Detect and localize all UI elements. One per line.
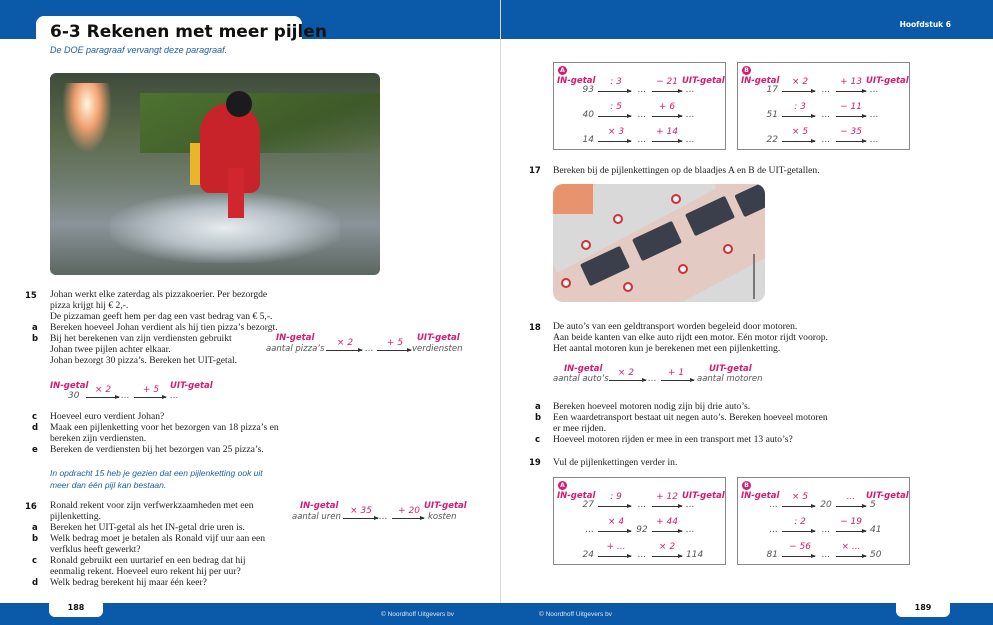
question-number-16: 16: [25, 502, 37, 512]
q16-chain-op1: × 35: [350, 506, 372, 516]
q18-b-line-2: er mee rijden.: [553, 423, 607, 434]
q16-letter-a: a: [32, 523, 38, 533]
q18-b-line-1: Een waardetransport bestaat uit negen auto’s. Bereken hoeveel motoren: [553, 412, 828, 423]
panel-out-label: UIT-getal: [682, 491, 725, 501]
copyright-right: © Noordhoff Uitgevers bv: [539, 611, 612, 618]
chain-op2: + 12: [656, 492, 678, 502]
q18-chain-op1: × 2: [617, 368, 635, 378]
chain-out-value: ...: [686, 135, 695, 145]
chain-op1: : 9: [610, 492, 622, 502]
illus-motorbike: [678, 264, 688, 274]
illus-motorbike: [623, 282, 633, 292]
q16-chain-op2: + 20: [398, 506, 420, 516]
q16-intro-2: pijlenketting.: [50, 511, 101, 522]
q18-letter-a: a: [535, 402, 541, 412]
arrow: [652, 506, 682, 507]
arrow: [782, 531, 815, 532]
q16-chain-mid: ...: [379, 512, 388, 522]
chain-out-value: ...: [686, 85, 695, 95]
chain-in-value: 81: [766, 550, 778, 560]
chain-op1: : 2: [794, 517, 806, 527]
info-note-line-2: meer dan één pijl kan bestaan.: [50, 480, 167, 490]
chain-op2: × 2: [658, 542, 676, 552]
footer-bar: [0, 603, 993, 625]
q15-chain1-out: verdiensten: [412, 344, 463, 354]
q18-c-text: Hoeveel motoren rijden er mee in een transport met 13 auto’s?: [553, 434, 793, 445]
arrow: [609, 380, 646, 381]
arrow: [782, 506, 815, 507]
chain-op2: − 35: [840, 127, 862, 137]
exercise-panel-a: [553, 477, 726, 565]
q18-chain-out-label: UIT-getal: [709, 364, 752, 374]
arrow: [134, 397, 166, 398]
chain-op1: × 5: [791, 127, 809, 137]
q18-chain-in-label: IN-getal: [564, 364, 603, 374]
q15-chain2-in-label: IN-getal: [50, 381, 89, 391]
chain-op1: × 5: [791, 492, 809, 502]
q15-b-line-2: Johan twee pijlen achter elkaar.: [50, 344, 171, 355]
q16-a-text: Bereken het UIT-getal als het IN-getal drie uren is.: [50, 522, 245, 533]
q15-intro-2: pizza krijgt hij € 2,-.: [50, 300, 129, 311]
money-transport-illustration: [553, 184, 765, 302]
arrow: [782, 556, 815, 557]
arrow: [782, 116, 815, 117]
q16-letter-c: c: [32, 556, 38, 566]
q15-chain2-mid: ...: [121, 391, 130, 401]
arrow: [598, 91, 631, 92]
chain-op1: : 3: [610, 77, 622, 87]
arrow: [782, 141, 815, 142]
panel-out-label: UIT-getal: [866, 491, 909, 501]
panel-out-label: UIT-getal: [682, 76, 725, 86]
pizza-courier-photo: [50, 73, 380, 275]
chain-mid-value: ...: [821, 110, 831, 120]
q19-text: Vul de pijlenkettingen verder in.: [553, 457, 678, 468]
arrow: [782, 91, 815, 92]
panel-badge-icon: B: [742, 481, 751, 490]
arrow: [836, 91, 866, 92]
chain-mid-value: ...: [637, 550, 647, 560]
chain-op1: × 3: [607, 127, 625, 137]
chain-out-value: 50: [870, 550, 882, 560]
info-note-line-1: In opdracht 15 heb je gezien dat een pijlenketting ook uit: [50, 468, 263, 478]
chain-op2: × ...: [841, 542, 861, 552]
arrow: [652, 116, 682, 117]
arrow: [598, 556, 631, 557]
chain-op2: + 44: [656, 517, 678, 527]
chain-out-value: ...: [686, 500, 695, 510]
q15-chain2-out-label: UIT-getal: [170, 381, 213, 391]
chain-mid-value: ...: [821, 85, 831, 95]
chain-out-value: ...: [870, 85, 879, 95]
q15-intro-3: De pizzaman geeft hem per dag een vast bedrag van € 5,-.: [50, 311, 273, 322]
q16-chain-out: kosten: [428, 512, 457, 522]
q15-intro-1: Johan werkt elke zaterdag als pizzakoerier. Per bezorgde: [50, 289, 268, 300]
chain-mid-value: ...: [821, 135, 831, 145]
panel-in-label: IN-getal: [557, 491, 596, 501]
panel-in-label: IN-getal: [741, 491, 780, 501]
chain-mid-value: 92: [636, 525, 648, 535]
q16-c-line-1: Ronald gebruikt een uurtarief en een bedrag dat hij: [50, 555, 246, 566]
illus-motorbike: [613, 214, 623, 224]
chain-in-value: ...: [769, 500, 778, 510]
photo-grass: [140, 93, 380, 153]
panel-out-label: UIT-getal: [866, 76, 909, 86]
arrow: [836, 141, 866, 142]
q18-a-text: Bereken hoeveel motoren nodig zijn bij drie auto’s.: [553, 401, 751, 412]
q16-chain-in: aantal uren: [292, 512, 341, 522]
photo-car-lights: [62, 83, 112, 153]
chain-op2: ...: [846, 492, 856, 502]
panel-badge-icon: A: [558, 66, 567, 75]
q15-chain1-mid: ...: [365, 344, 374, 354]
question-number-19: 19: [529, 458, 541, 468]
q15-chain2-in: 30: [68, 391, 80, 401]
q16-letter-b: b: [32, 534, 39, 544]
q16-b-line-1: Welk bedrag moet je betalen als Ronald vijf uur aan een: [50, 533, 266, 544]
chain-in-value: 17: [766, 85, 778, 95]
q17-text: Bereken bij de pijlenkettingen op de blaadjes A en B de UIT-getallen.: [553, 165, 820, 176]
arrow: [86, 397, 119, 398]
chain-mid-value: ...: [637, 110, 647, 120]
chain-op2: − 19: [840, 517, 862, 527]
illus-lamp-post: [753, 254, 755, 299]
chain-out-value: ...: [870, 135, 879, 145]
chain-mid-value: ...: [821, 525, 831, 535]
illus-building: [553, 184, 593, 214]
q18-letter-b: b: [535, 413, 542, 423]
q18-chain-out: aantal motoren: [697, 374, 763, 384]
chain-op1: − 56: [789, 542, 811, 552]
chain-op1: + ...: [606, 542, 626, 552]
chain-out-value: 5: [870, 500, 876, 510]
q18-letter-c: c: [535, 435, 541, 445]
q16-letter-d: d: [32, 578, 39, 588]
q15-b-line-3: Johan bezorgt 30 pizza’s. Bereken het UIT-getal.: [50, 355, 238, 366]
arrow: [598, 531, 631, 532]
chain-op2: + 6: [658, 102, 676, 112]
q15-b-line-1: Bij het berekenen van zijn verdiensten gebruikt: [50, 333, 232, 344]
q15-d-line-1: Maak een pijlenketting voor het bezorgen van 18 pizza’s en: [50, 422, 279, 433]
chain-out-value: 114: [686, 550, 704, 560]
chain-mid-value: ...: [821, 550, 831, 560]
question-number-18: 18: [529, 323, 541, 333]
arrow: [836, 556, 866, 557]
chain-op2: + 14: [656, 127, 678, 137]
illus-motorbike: [723, 244, 733, 254]
q15-chain2-op1: × 2: [94, 385, 112, 395]
chain-out-value: 41: [870, 525, 882, 535]
q15-c-text: Hoeveel euro verdient Johan?: [50, 411, 165, 422]
q16-c-line-2: eenmalig rekent. Hoeveel euro rekent hij per uur?: [50, 566, 241, 577]
q16-chain-out-label: UIT-getal: [424, 501, 467, 511]
q15-letter-d: d: [32, 423, 39, 433]
chain-out-value: ...: [686, 525, 695, 535]
arrow: [326, 350, 362, 351]
arrow: [652, 556, 682, 557]
chain-in-value: ...: [585, 525, 594, 535]
q18-intro-3: Het aantal motoren kun je berekenen met een pijlenketting.: [553, 343, 781, 354]
arrow: [598, 116, 631, 117]
panel-badge-icon: B: [742, 66, 751, 75]
arrow: [836, 116, 866, 117]
q15-chain1-in-label: IN-getal: [276, 333, 315, 343]
chain-in-value: 93: [582, 85, 594, 95]
q16-b-line-2: verfklus heeft gewerkt?: [50, 544, 141, 555]
arrow: [652, 531, 682, 532]
page-number-left: 188: [49, 601, 103, 617]
q15-letter-a: a: [32, 323, 38, 333]
arrow: [652, 141, 682, 142]
chain-op2: + 13: [840, 77, 862, 87]
chain-op1: × 4: [607, 517, 625, 527]
q18-chain-op2: + 1: [667, 368, 685, 378]
q15-d-line-2: bereken zijn verdiensten.: [50, 433, 147, 444]
q16-d-text: Welk bedrag berekent hij maar één keer?: [50, 577, 207, 588]
chain-op1: × 2: [791, 77, 809, 87]
chain-out-value: ...: [686, 110, 695, 120]
q15-letter-e: e: [32, 445, 38, 455]
q15-e-text: Bereken de verdiensten bij het bezorgen van 25 pizza’s.: [50, 444, 264, 455]
exercise-panel-a: [553, 62, 726, 150]
exercise-panel-b: [737, 477, 910, 565]
chain-op1: : 3: [794, 102, 806, 112]
arrow: [343, 518, 378, 519]
question-number-15: 15: [25, 291, 37, 301]
illus-motorbike: [561, 278, 571, 288]
chain-mid-value: 20: [820, 500, 832, 510]
q15-letter-c: c: [32, 412, 38, 422]
q15-chain2-out: ...: [170, 391, 179, 401]
illus-sidewalk: [654, 251, 765, 302]
q15-chain2-op2: + 5: [142, 385, 160, 395]
illus-motorbike: [671, 194, 681, 204]
chapter-label: Hoofdstuk 6: [899, 20, 951, 29]
page-spine: [500, 0, 501, 625]
q18-intro-1: De auto’s van een geldtransport worden begeleid door motoren.: [553, 321, 798, 332]
panel-in-label: IN-getal: [557, 76, 596, 86]
arrow: [392, 518, 424, 519]
q15-a-text: Bereken hoeveel Johan verdient als hij tien pizza’s bezorgt.: [50, 322, 278, 333]
chain-mid-value: ...: [637, 85, 647, 95]
q18-intro-2: Aan beide kanten van elke auto rijdt een motor. Eén motor rijdt voorop.: [553, 332, 828, 343]
exercise-panel-b: [737, 62, 910, 150]
q18-chain-mid: ...: [648, 374, 657, 384]
chain-in-value: 27: [582, 500, 594, 510]
chain-out-value: ...: [870, 110, 879, 120]
chain-op2: − 21: [656, 77, 678, 87]
chain-mid-value: ...: [637, 500, 647, 510]
q16-intro-1: Ronald rekent voor zijn verfwerkzaamheden met een: [50, 500, 254, 511]
chain-mid-value: ...: [637, 135, 647, 145]
illus-truck: [685, 196, 735, 236]
photo-helmet: [226, 91, 252, 117]
arrow: [836, 531, 866, 532]
q15-chain1-out-label: UIT-getal: [417, 333, 460, 343]
page-title: 6-3 Rekenen met meer pijlen: [50, 22, 327, 42]
illus-truck: [734, 184, 765, 217]
copyright-left: © Noordhoff Uitgevers bv: [381, 611, 454, 618]
chain-in-value: ...: [769, 525, 778, 535]
arrow: [377, 350, 411, 351]
arrow: [836, 506, 866, 507]
q15-chain1-op2: + 5: [386, 338, 404, 348]
arrow: [598, 141, 631, 142]
arrow: [661, 380, 694, 381]
q15-chain1-op1: × 2: [336, 338, 354, 348]
q15-letter-b: b: [32, 334, 39, 344]
arrow: [652, 91, 682, 92]
question-number-17: 17: [529, 166, 541, 176]
q16-chain-in-label: IN-getal: [300, 501, 339, 511]
panel-in-label: IN-getal: [741, 76, 780, 86]
q18-chain-in: aantal auto’s: [553, 374, 609, 384]
photo-scooter: [228, 168, 244, 218]
chain-in-value: 24: [582, 550, 594, 560]
panel-badge-icon: A: [558, 481, 567, 490]
page-subtitle: De DOE paragraaf vervangt deze paragraaf.: [50, 45, 228, 55]
arrow: [598, 506, 631, 507]
chain-op1: : 5: [610, 102, 622, 112]
chain-in-value: 14: [582, 135, 594, 145]
q15-chain1-in: aantal pizza’s: [266, 344, 325, 354]
chain-op2: − 11: [840, 102, 862, 112]
chain-in-value: 51: [766, 110, 778, 120]
illus-motorbike: [581, 240, 591, 250]
chain-in-value: 22: [766, 135, 778, 145]
page-number-right: 189: [896, 601, 950, 617]
chain-in-value: 40: [582, 110, 594, 120]
photo-water-splash: [110, 193, 340, 263]
